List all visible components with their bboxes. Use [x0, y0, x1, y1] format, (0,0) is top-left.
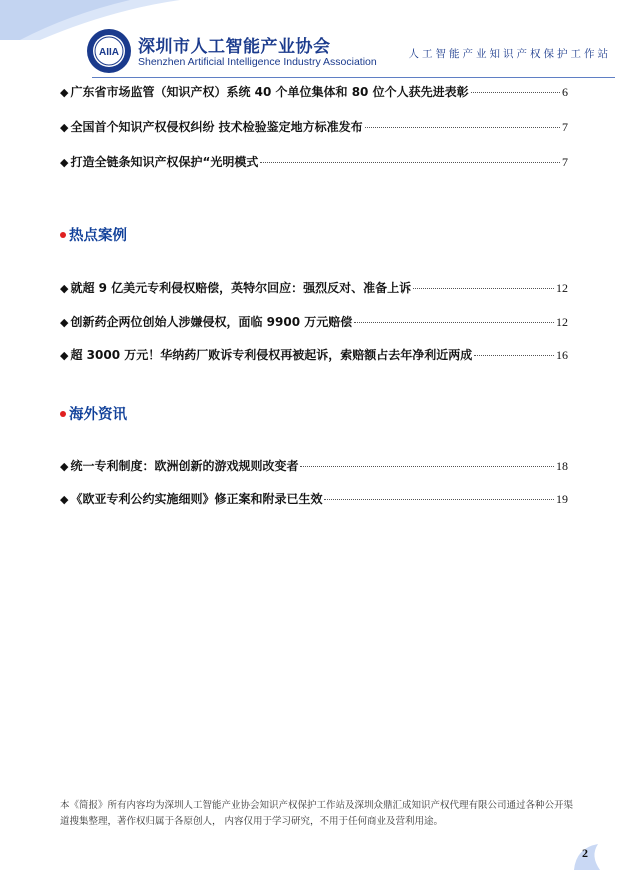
toc-entry-page: 16: [556, 348, 568, 362]
toc-entry[interactable]: [60, 83, 568, 101]
toc-entry-page: 19: [556, 492, 568, 506]
toc-entry-title: 广东省市场监管（知识产权）系统 40 个单位集体和 80 位个人获先进表彰: [70, 85, 469, 99]
toc-entry-title: 全国首个知识产权侵权纠纷 技术检验鉴定地方标准发布: [70, 120, 363, 134]
dot-leader: [324, 499, 554, 500]
diamond-bullet-icon: ◆: [60, 282, 69, 295]
toc-entry-title: 就超 9 亿美元专利侵权赔偿，英特尔回应：强烈反对、准备上诉: [70, 281, 412, 295]
toc-entry[interactable]: [60, 457, 568, 475]
association-logo: [86, 28, 132, 74]
diamond-bullet-icon: ◆: [60, 121, 69, 134]
toc-entry[interactable]: [60, 153, 568, 171]
dot-leader: [354, 322, 554, 323]
toc-entry[interactable]: [60, 346, 568, 364]
org-name-cn: 深圳市人工智能产业协会: [138, 37, 331, 57]
dot-leader: [474, 355, 554, 356]
section-heading-overseas-news: [60, 403, 127, 424]
header-divider: [92, 77, 615, 78]
toc-entry-page: 12: [556, 281, 568, 295]
toc-entry-title: 打造全链条知识产权保护“光明模式: [70, 155, 259, 169]
toc-entry-title: 创新药企两位创始人涉嫌侵权，面临 9900 万元赔偿: [70, 315, 353, 329]
header-subtitle: 人工智能产业知识产权保护工作站: [408, 48, 611, 60]
toc-entry-page: 18: [556, 459, 568, 473]
toc-entry-page: 7: [562, 120, 568, 134]
dot-leader: [365, 127, 560, 128]
page-number: 2: [582, 846, 588, 860]
diamond-bullet-icon: ◆: [60, 349, 69, 362]
dot-leader: [260, 162, 560, 163]
toc-entry[interactable]: [60, 313, 568, 331]
footer-disclaimer: 本《简报》所有内容均为深圳人工智能产业协会知识产权保护工作站及深圳众鼎汇成知识产权代理有限公司通过各种公开渠道搜集整理，著作权归属于各原创人， 内容仅用于学习研究，不用于任何商业及营利用途。: [60, 800, 574, 827]
dot-leader: [413, 288, 554, 289]
red-dot-icon: [60, 411, 66, 417]
diamond-bullet-icon: ◆: [60, 156, 69, 169]
toc-entry[interactable]: [60, 118, 568, 136]
toc-entry-page: 6: [562, 85, 568, 99]
toc-entry-title: 统一专利制度：欧洲创新的游戏规则改变者: [70, 459, 299, 473]
org-name-en: Shenzhen Artificial Intelligence Industry Association: [138, 56, 377, 68]
section-heading-text: 海外资讯: [69, 407, 127, 423]
toc-entry-page: 12: [556, 315, 568, 329]
toc-entry-title: 超 3000 万元！华纳药厂败诉专利侵权再被起诉，索赔额占去年净利近两成: [70, 348, 473, 362]
logo-text: AIIA: [99, 47, 119, 58]
toc-entry[interactable]: [60, 490, 568, 508]
dot-leader: [300, 466, 554, 467]
red-dot-icon: [60, 232, 66, 238]
section-heading-hot-cases: [60, 224, 127, 245]
dot-leader: [471, 92, 560, 93]
toc-entry-page: 7: [562, 155, 568, 169]
toc-entry-title: 《欧亚专利公约实施细则》修正案和附录已生效: [70, 492, 323, 506]
section-heading-text: 热点案例: [69, 228, 127, 244]
diamond-bullet-icon: ◆: [60, 86, 69, 99]
diamond-bullet-icon: ◆: [60, 460, 69, 473]
diamond-bullet-icon: ◆: [60, 493, 69, 506]
diamond-bullet-icon: ◆: [60, 316, 69, 329]
toc-entry[interactable]: [60, 279, 568, 297]
